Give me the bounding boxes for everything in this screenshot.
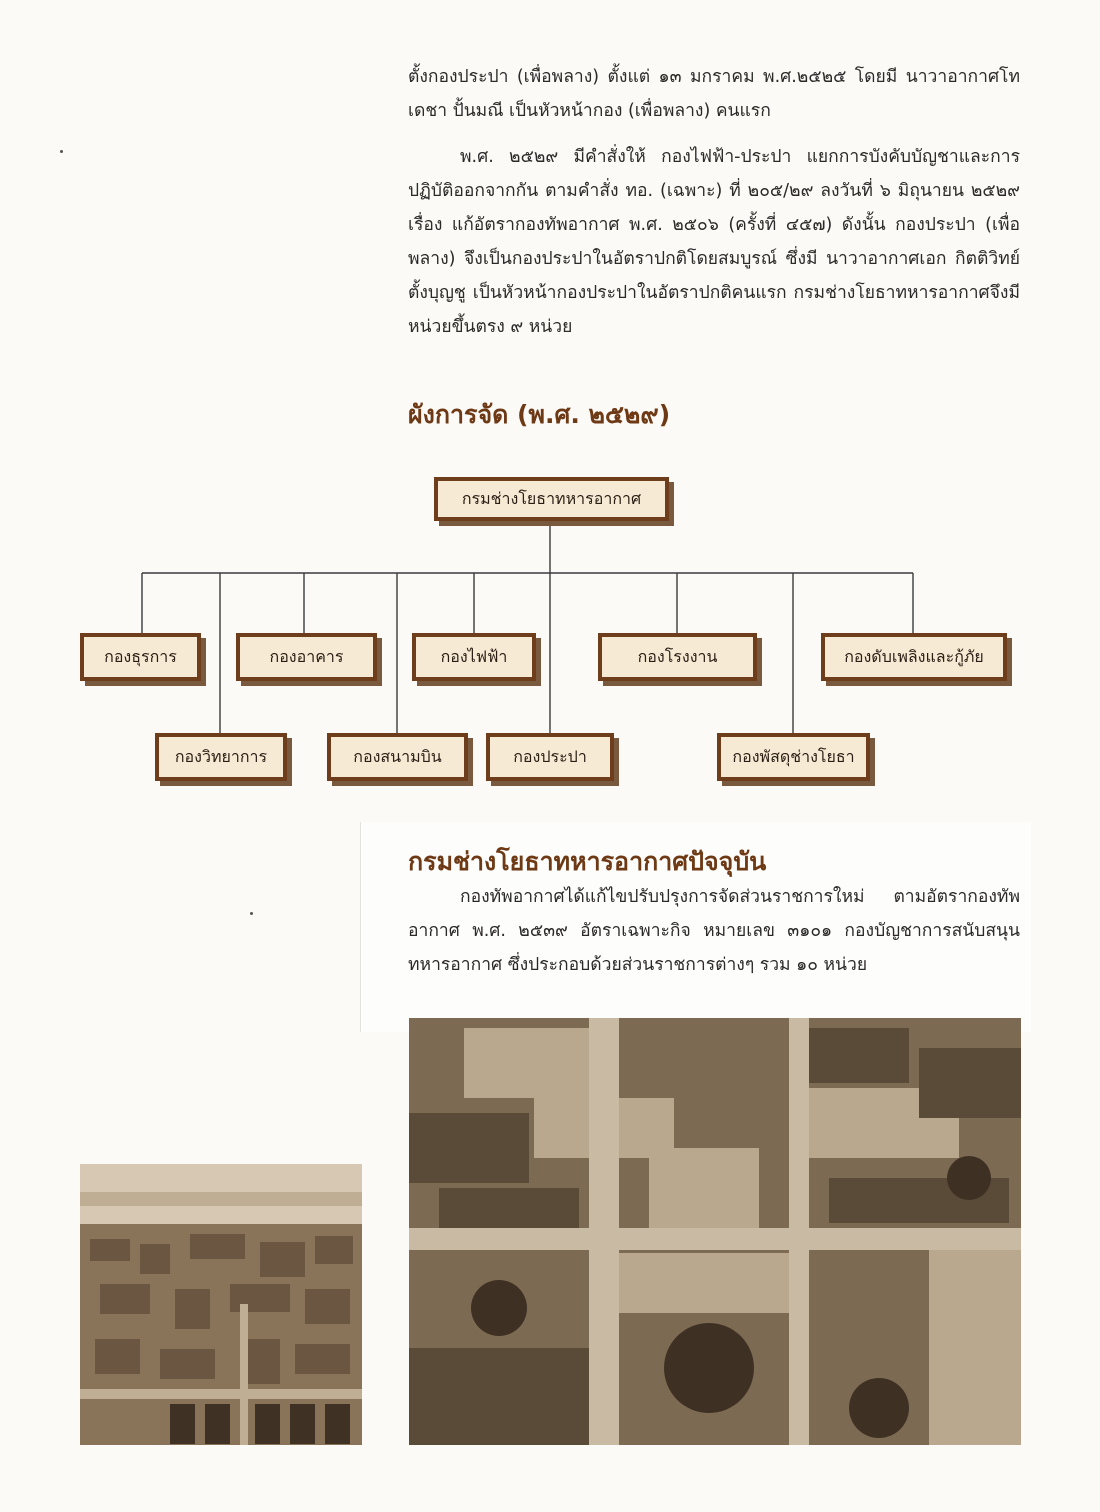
org-unit-box (80, 633, 201, 681)
org-root-label: กรมช่างโยธาทหารอากาศ (461, 488, 642, 508)
org-unit-box (486, 733, 614, 781)
org-chart-heading: ผังการจัด (พ.ศ. ๒๕๒๙) (408, 400, 671, 429)
org-unit-label: กองประปา (513, 746, 587, 766)
org-root-box (434, 477, 669, 521)
paper-speck (250, 912, 253, 915)
org-unit-box (155, 733, 287, 781)
aerial-photo-airfield (80, 1164, 362, 1445)
org-unit-label: กองโรงงาน (637, 646, 718, 666)
org-unit-label: กองสนามบิน (353, 746, 442, 766)
paper-speck (60, 150, 63, 153)
current-section-heading: กรมช่างโยธาทหารอากาศปัจจุบัน (408, 847, 767, 876)
aerial-photo-headquarters-drawing (409, 1018, 1021, 1445)
org-unit-label: กองอาคาร (269, 646, 344, 666)
aerial-photo-airfield-drawing (80, 1164, 362, 1445)
org-unit-box (821, 633, 1007, 681)
org-unit-box (598, 633, 757, 681)
intro-paragraph-2: พ.ศ. ๒๕๒๙ มีคำสั่งให้ กองไฟฟ้า-ประปา แยกการบังคับบัญชาและการปฏิบัติออกจากกัน ตามคำสั่ง ทอ. (เฉพาะ) ที่ ๒๐๕/๒๙ ลงวันที่ ๖ มิถุนายน ๒๕๒๙ เรื่อง แก้อัตรากองทัพอากาศ พ.ศ. ๒๕๐๖ (ครั้งที่ ๔๕๗) ดังนั้น กองประปา (เพื่อพลาง) จึงเป็นกองประปาในอัตราปกติโดยสมบูรณ์ ซึ่งมี นาวาอากาศเอก กิตติวิทย์ ตั้งบุญชู เป็นหัวหน้ากองประปาในอัตราปกติคนแรก กรมช่างโยธาทหารอากาศจึงมีหน่วยขึ้นตรง ๙ หน่วย (408, 147, 1020, 337)
org-unit-box (236, 633, 377, 681)
org-unit-label: กองไฟฟ้า (440, 646, 508, 666)
org-unit-label: กองดับเพลิงและกู้ภัย (844, 646, 984, 666)
org-unit-box (412, 633, 536, 681)
org-unit-label: กองวิทยาการ (174, 746, 268, 766)
aerial-photo-headquarters (409, 1018, 1021, 1445)
org-unit-box (717, 733, 870, 781)
org-unit-box (327, 733, 468, 781)
current-section-paragraph: กองทัพอากาศได้แก้ไขปรับปรุงการจัดส่วนราชการใหม่ ตามอัตรากองทัพอากาศ พ.ศ. ๒๕๓๙ อัตราเฉพาะกิจ หมายเลข ๓๑๐๑ กองบัญชาการสนับสนุนทหารอากาศ ซึ่งประกอบด้วยส่วนราชการต่างๆ รวม ๑๐ หน่วย (408, 887, 1020, 975)
org-unit-label: กองธุรการ (104, 646, 177, 666)
intro-paragraph-1: ตั้งกองประปา (เพื่อพลาง) ตั้งแต่ ๑๓ มกราคม พ.ศ.๒๕๒๕ โดยมี นาวาอากาศโท เดชา ปั้นมณี เป็นหัวหน้ากอง (เพื่อพลาง) คนแรก (408, 67, 1020, 121)
org-unit-label: กองพัสดุช่างโยธา (732, 746, 855, 766)
